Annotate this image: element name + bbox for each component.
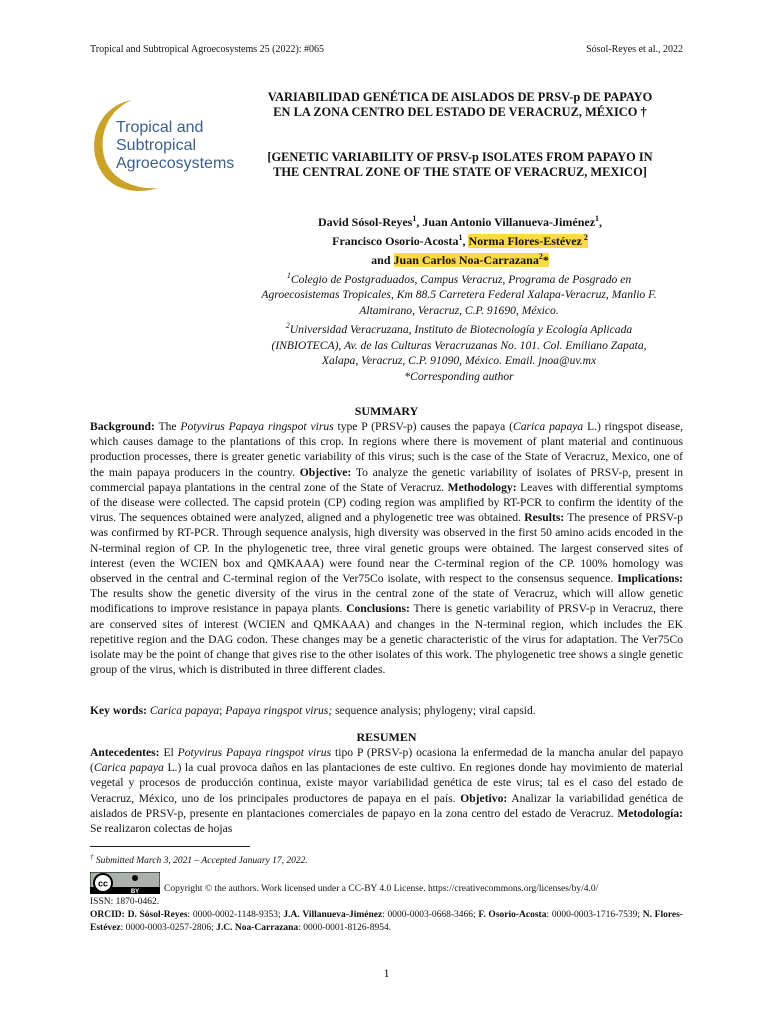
orcid-id: : 0000-0001-8126-8954. (298, 922, 392, 933)
label: Conclusions: (346, 602, 410, 616)
author-affil-sup: 1 (412, 214, 417, 223)
text: type P (PRSV-p) causes the papaya ( (333, 420, 514, 433)
species-name: Potyvirus Papaya ringspot virus (177, 746, 332, 759)
cc-by-icon[interactable] (90, 872, 160, 894)
text: There is genetic variability of PRSV-p in Veracruz, there are conserved sites of interest (WCIEN and QMKAAA) and changes in the N-terminal region, which includes the EK repetitive region and the DAG codon. These changes may be a genetic characteristic of the virus for adaptation. The Ver75Co isolate may be the point of change that gives rise to the other isolates of this work. The phylogenetic tree shows a single genetic group of the virus, which is distributed in three different clades. (90, 602, 683, 677)
footnote-mark: † (90, 853, 94, 861)
submission-footnote (90, 853, 683, 866)
affiliations (258, 268, 660, 384)
keyword: Papaya ringspot virus; (225, 704, 333, 717)
orcid-author: J.A. Villanueva-Jiménez (283, 910, 383, 920)
orcid-author: J.C. Noa-Carrazana (216, 922, 299, 933)
text: The results show the genetic diversity of the virus in the central zone of the state of Veracruz, which will allow genetic modifications to improve resistance in papaya plants. (90, 587, 683, 616)
text: Analizar la variabilidad genética de aislados de PRSV-p, presente en plantaciones comerciales de papayo en la zona centro del estado de Veracruz. (90, 791, 684, 820)
orcid-id: : 0000-0003-0257-2806; (120, 922, 217, 933)
text: The presence of PRSV-p was confirmed by RT-PCR. Through sequence analysis, high diversity was observed in the first 50 amino acids encoded in the N-terminal region of CP. In the phylogenetic tree, three viral genetic groups were obtained. The largest conserved sites of interest (even the WCIEN box and QMKAAA) were found near the C-terminal region of the CP. 100% homology was observed in the central and C-terminal region of the Ver75Co isolate, with respect to the consensus sequence. (90, 511, 683, 586)
label: Results: (524, 511, 565, 525)
corresponding-author-note: *Corresponding author (404, 369, 514, 383)
summary-heading: SUMMARY (354, 404, 419, 418)
logo-text-line2: Subtropical (116, 137, 197, 154)
author-name: David Sósol-Reyes (317, 215, 413, 229)
summary-paragraph (90, 419, 683, 677)
author-affil-sup: 1 (595, 214, 600, 223)
logo-text-line1: Tropical and (116, 119, 204, 136)
resumen-paragraph (90, 745, 683, 836)
orcid-author: N. Flores-Estévez (90, 910, 683, 933)
label: Implications: (617, 572, 683, 586)
title-english: [GENETIC VARIABILITY OF PRSV-p ISOLATES FROM PAPAYO IN THE CENTRAL ZONE OF THE STATE OF VERACRUZ, MEXICO] (267, 150, 653, 179)
species-name: Carica papaya (513, 420, 584, 433)
logo-text-line3: Agroecosystems (116, 155, 235, 172)
issn: ISSN: 1870-0462. (90, 897, 160, 907)
footnote-text: Submitted March 3, 2021 – Accepted January 17, 2022. (93, 856, 308, 867)
footnote-divider (90, 846, 250, 847)
keyword: Carica papaya (147, 704, 220, 717)
text: To analyze the genetic variability of isolates of PRSV-p, present in commercial papaya plantations in the central zone of the State of Veracruz. (90, 465, 683, 494)
text: Se realizaron colectas de hojas (90, 822, 233, 836)
author-and: and (371, 253, 394, 267)
affiliation-2: Universidad Veracruzana, Instituto de Biotecnología y Ecología Aplicada (INBIOTECA), Av. de las Culturas Veracruzanas No. 101. Col. Emiliano Zapata, Xalapa, Veracruz, C.P. 91090, México. Email. jnoa@uv.mx (271, 323, 647, 368)
running-header (90, 44, 683, 55)
text: ; (219, 704, 226, 717)
label: Background: (90, 420, 155, 433)
text: Leaves with differential symptoms of the disease were collected. The capsid protein (CP) coding region was amplified by RT-PCR to confirm the identity of the virus. The sequences obtained were analyzed, aligned and a phylogenetic tree was obtained. (90, 480, 683, 525)
highlighted-author (468, 234, 587, 248)
author-name: Norma Flores-Estévez (468, 234, 582, 248)
short-author-citation: Sósol-Reyes et al., 2022 (586, 44, 683, 55)
title-spanish: VARIABILIDAD GENÉTICA DE AISLADOS DE PRSV-p DE PAPAYO EN LA ZONA CENTRO DEL ESTADO DE VERACRUZ, MÉXICO † (267, 90, 653, 119)
orcid-id: : 0000-0002-1148-9353; (187, 910, 284, 920)
orcid-list (90, 909, 683, 934)
author-separator: , (416, 215, 423, 229)
orcid-author: D. Sósol-Reyes (124, 910, 188, 920)
label: Key words: (90, 704, 147, 717)
resumen-heading: RESUMEN (356, 730, 417, 744)
author-affil-sup: 1 (458, 233, 463, 242)
author-list (260, 211, 660, 268)
by-label: BY (130, 889, 140, 894)
label: Metodología: (617, 806, 683, 820)
affil-sup: 2 (285, 321, 290, 331)
text: The (154, 420, 181, 433)
label: Objetivo: (460, 791, 508, 805)
keywords-line (90, 703, 683, 718)
author-separator: , (599, 215, 603, 229)
page-number: 1 (383, 966, 390, 980)
species-name: Carica papaya (93, 761, 164, 775)
journal-logo (88, 94, 248, 196)
cc-label: cc (97, 878, 109, 889)
species-name: Potyvirus Papaya ringspot virus (180, 420, 334, 433)
orcid-author: F. Osorio-Acosta (478, 910, 547, 920)
affil-sup: 1 (286, 271, 291, 280)
text: sequence analysis; phylogeny; viral capsid. (332, 704, 536, 717)
author-separator: , (462, 234, 469, 248)
author-name: Francisco Osorio-Acosta (332, 234, 459, 248)
orcid-id: : 0000-0003-0668-3466; (382, 910, 479, 920)
author-affil-sup: 2 (581, 233, 588, 242)
license-text: Copyright © the authors. Work licensed under a CC-BY 4.0 License. https://creativecommons.org/licenses/by/4.0/ (164, 884, 599, 894)
text: tipo P (PRSV-p) ocasiona la enfermedad de la mancha anular del papayo ( (90, 746, 683, 775)
text: L.) la cual provoca daños en las plantaciones de este cultivo. En regiones donde hay movimiento de material vegetal y procesos de producción continua, existe mayor variabilidad genética de este virus; tal es el caso del estado de Veracruz, México, uno de los principales productores de papaya en el país. (90, 761, 683, 805)
license-line (90, 872, 683, 894)
journal-citation: Tropical and Subtropical Agroecosystems 25 (2022): #065 (90, 44, 325, 55)
label: ORCID: (90, 910, 125, 920)
label: Methodology: (447, 480, 517, 494)
label: Objective: (299, 465, 352, 479)
label: Antecedentes: (90, 746, 160, 759)
author-name: Juan Antonio Villanueva-Jiménez (422, 215, 596, 229)
corresponding-star: * (542, 253, 549, 267)
highlighted-author (394, 253, 549, 267)
author-affil-sup: 2 (538, 252, 543, 261)
text: El (159, 746, 178, 759)
author-name: Juan Carlos Noa-Carrazana (393, 253, 539, 267)
affiliation-1: Colegio de Postgraduados, Campus Veracruz, Programa de Posgrado en Agroecosistemas Tropicales, Km 88.5 Carretera Federal Xalapa-Veracruz, Manlio F. Altamirano, Veracruz, C.P. 91690, México. (261, 272, 657, 317)
text: L.) ringspot disease, which causes damage to the plantations of this crop. In regions where there is movement of plant material and continuous production processes, there is greater genetic variability of this virus; such is the case of the State of Veracruz, Mexico, one of the main papaya producers in the country. (90, 420, 683, 479)
orcid-id: : 0000-0003-1716-7539; (546, 910, 643, 920)
